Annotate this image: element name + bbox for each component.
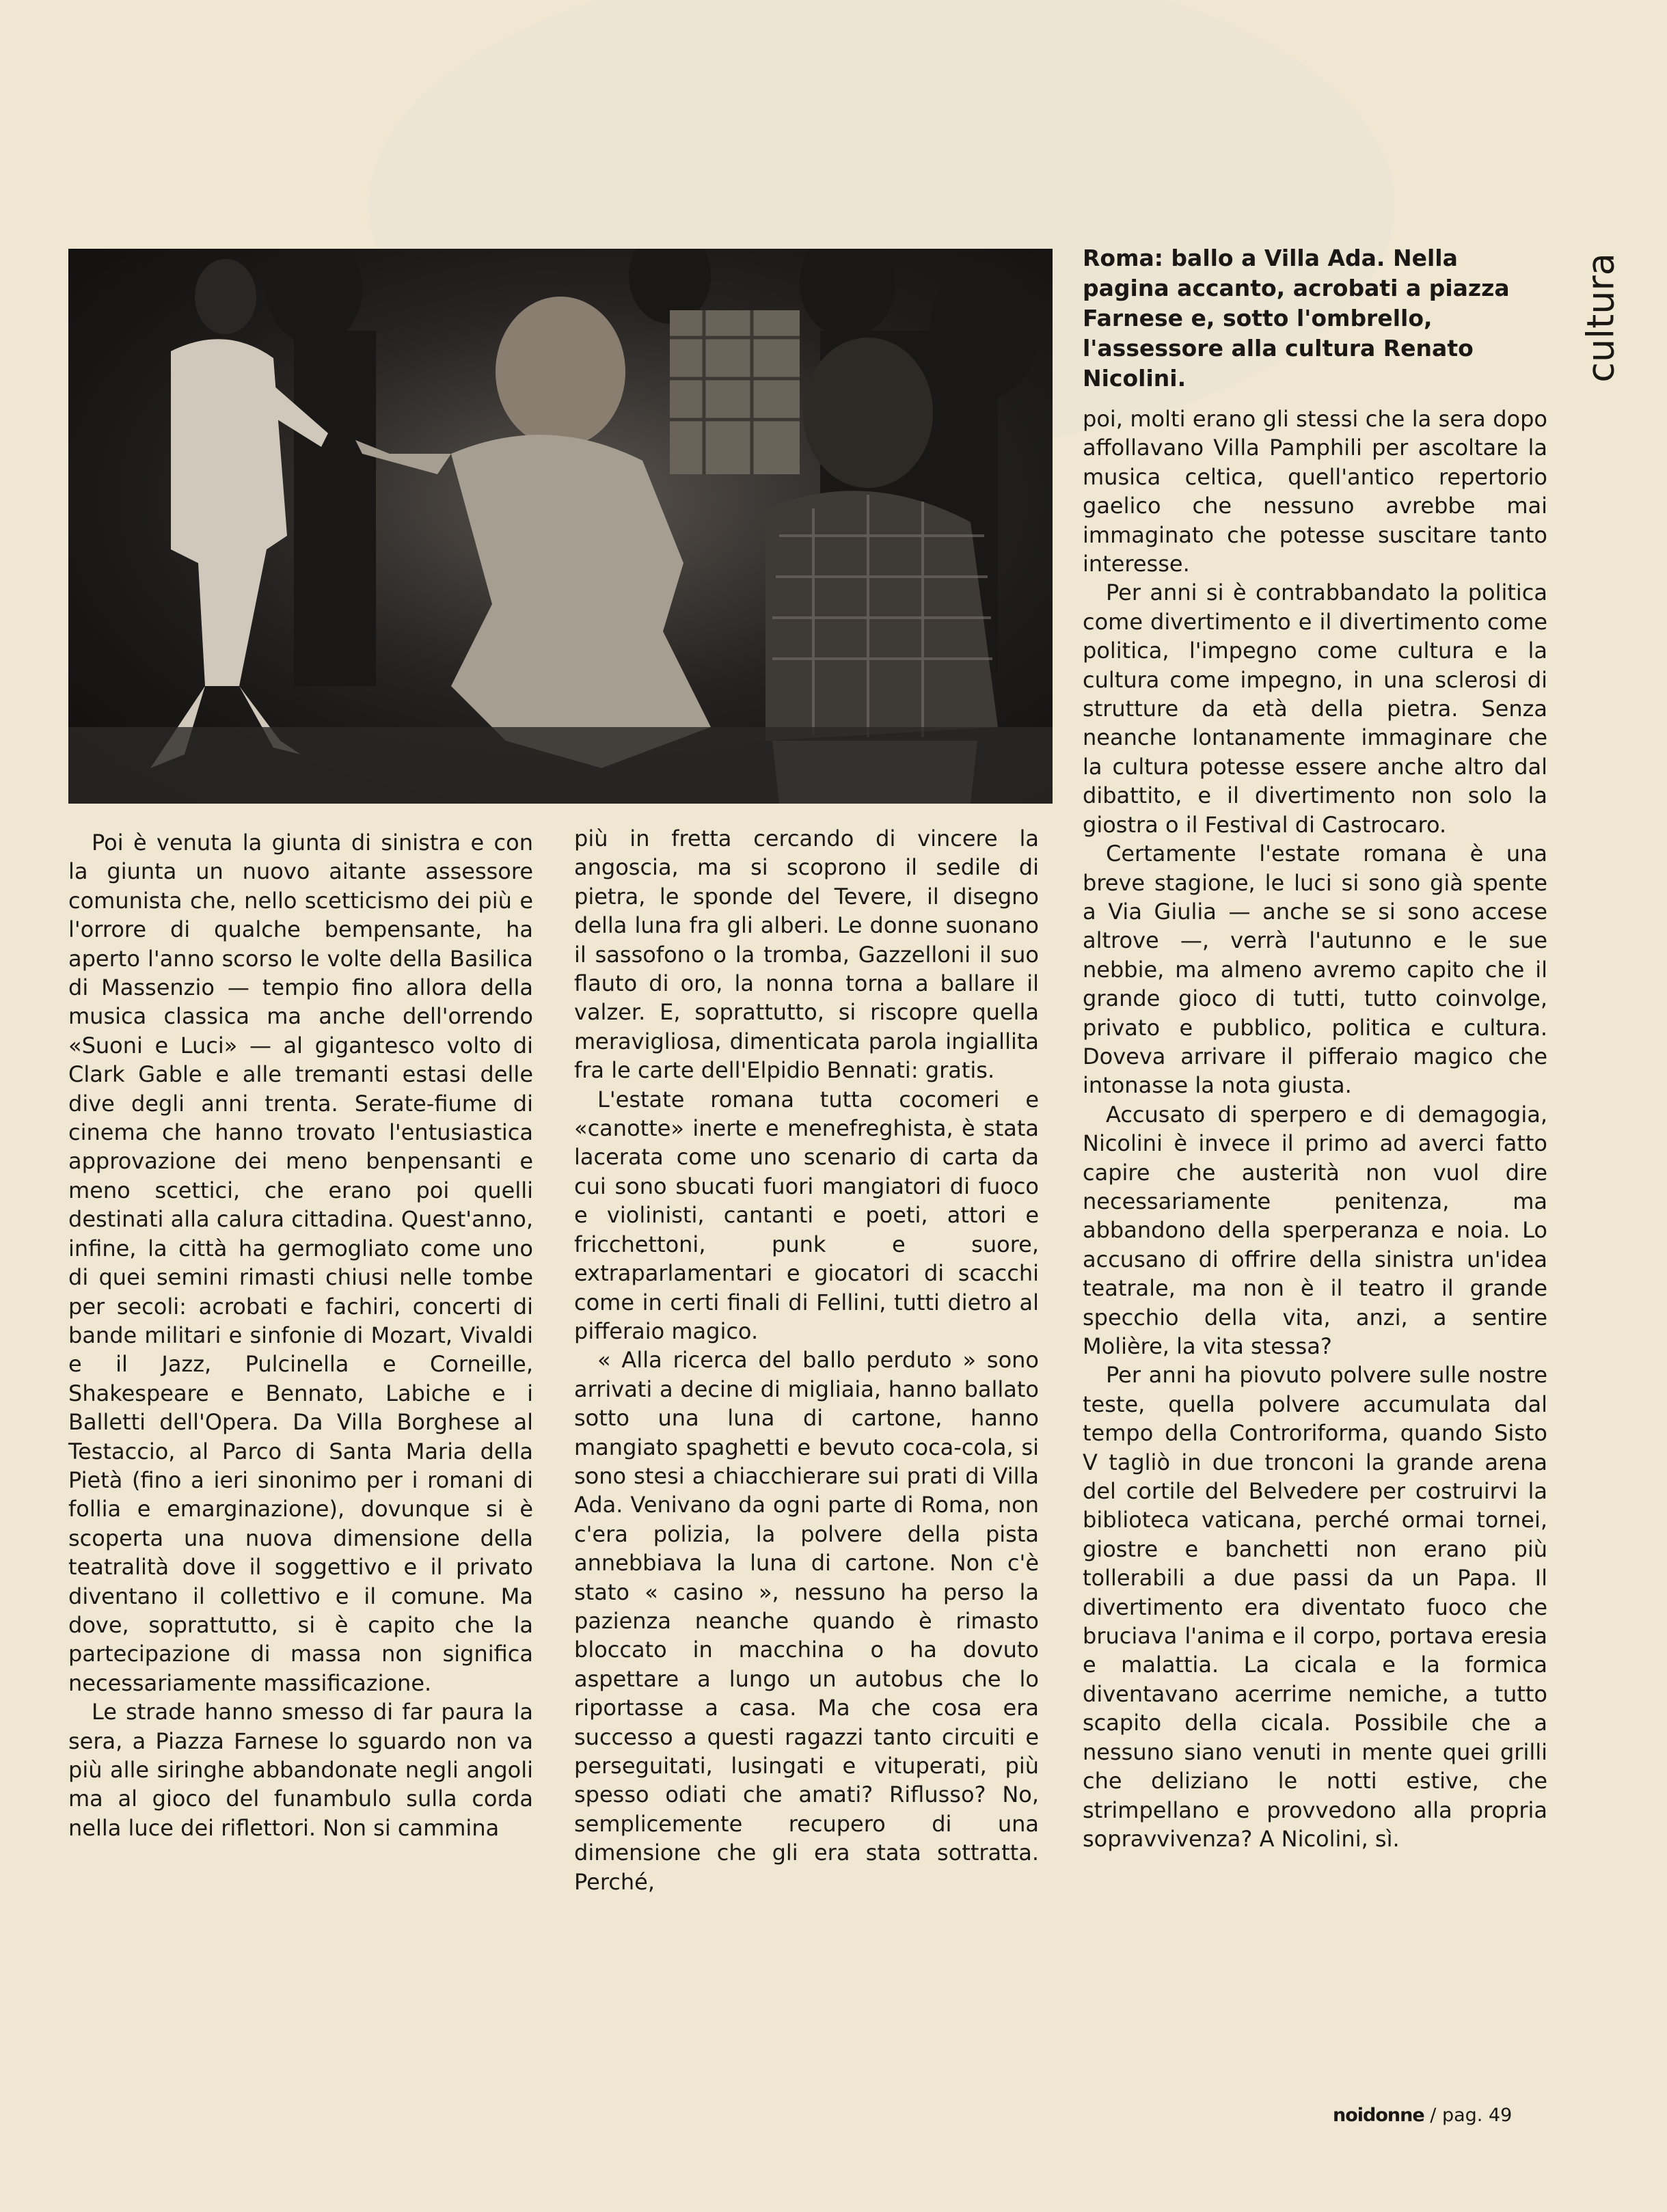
column-3-paragraph: Per anni si è contrabbandato la politica come divertimento e il divertimento come politica, l'impegno come cultura e la cultura come impegno, in una sclerosi di strutture da età della pietra. Senza neanche lontanamente immaginare che la cultura potesse essere anche altro dal dibattito, e il divertimento non solo la giostra o il Festival di Castrocaro. bbox=[1083, 579, 1547, 838]
footer-separator: / bbox=[1424, 2105, 1442, 2126]
column-3-paragraph: Accusato di sperpero e di demagogia, Nicolini è invece il primo ad averci fatto capire che austerità non vuol dire necessariamente penitenza, ma abbandono della sperperanza e noia. Lo accusano di offrire della sinistra un'idea teatrale, ma non è il teatro il grande specchio della vita, anzi, a sentire Molière, la vita stessa? bbox=[1083, 1101, 1547, 1359]
magazine-brand: noidonne bbox=[1333, 2105, 1424, 2126]
article-column-2 bbox=[574, 824, 1039, 1896]
photo-caption: Roma: ballo a Villa Ada. Nella pagina accanto, acrobati a piazza Farnese e, sotto l'ombrello, l'assessore alla cultura Renato Nicolini. bbox=[1083, 245, 1510, 392]
column-2-paragraph: « Alla ricerca del ballo perduto » sono arrivati a decine di migliaia, hanno ballato sotto una luna di cartone, hanno mangiato spaghetti e bevuto coca-cola, si sono stesi a chiacchierare sui prati di Villa Ada. Venivano da ogni parte di Roma, non c'era polizia, la polvere della pista annebbiava la luna di cartone. Non c'è stato « casino », nessuno ha perso la pazienza neanche quando è rimasto bloccato in macchina o ha dovuto aspettare a lungo un autobus che lo riportasse a casa. Ma che cosa era successo a questi ragazzi tanto circuiti e perseguitati, lusingati e vituperati, più spesso odiati che amati? Riflusso? No, semplicemente recupero di una dimensione che gli era stata sottratta. Perché, bbox=[574, 1347, 1039, 1895]
column-3-paragraph: Per anni ha piovuto polvere sulle nostre teste, quella polvere accumulata dal tempo della Controriforma, quando Sisto V tagliò in due tronconi la grande arena del cortile del Belvedere per costruirvi la biblioteca vaticana, perché ormai tornei, giostre e banchetti non erano più tollerabili a due passi da un Papa. Il divertimento era diventato fuoco che bruciava l'anima e il corpo, portava eresia e malattia. La cicala e la formica diventavano acerrime nemiche, a tutto scapito della cicala. Possibile che a nessuno siano venuti in mente quei grilli che deliziano le notti estive, che strimpellano e provvedono alla propria sopravvivenza? A Nicolini, sì. bbox=[1083, 1362, 1547, 1852]
column-3-paragraph: Certamente l'estate romana è una breve stagione, le luci si sono già spente a Via Giulia — anche se si sono accese altrove —, verrà l'autunno e le sue nebbie, ma almeno avremo capito che il grande gioco di tutti, tutto coinvolge, privato e pubblico, politica e cultura. Doveva arrivare il pifferaio magico che intonasse la nota giusta. bbox=[1083, 841, 1547, 1099]
column-1-paragraph: Le strade hanno smesso di far paura la sera, a Piazza Farnese lo sguardo non va più alle siringhe abbandonate negli angoli ma al gioco del funambulo sulla corda nella luce dei riflettori. Non si cammina bbox=[68, 1699, 533, 1841]
article-column-1 bbox=[68, 828, 533, 1842]
column-3-paragraph: poi, molti erano gli stessi che la sera dopo affollavano Villa Pamphili per ascoltare la musica celtica, quell'antico repertorio gaelico che nessuno avrebbe mai immaginato che potesse suscitare tanto interesse. bbox=[1083, 406, 1547, 577]
article-column-3 bbox=[1083, 405, 1547, 1853]
column-2-paragraph: L'estate romana tutta cocomeri e «canotte» inerte e menefreghista, è stata lacerata come uno scenario di carta da cui sono sbucati fuori mangiatori di fuoco e violinisti, cantanti e poeti, attori e fricchettoni, punk e suore, extraparlamentari e giocatori di scacchi come in certi finali di Fellini, tutti dietro al pifferaio magico. bbox=[574, 1086, 1039, 1344]
section-label bbox=[1576, 232, 1625, 403]
photo-scene bbox=[68, 249, 1053, 804]
column-1-paragraph: Poi è venuta la giunta di sinistra e con la giunta un nuovo aitante assessore comunista che, nello scetticismo dei più e l'orrore di qualche bempensante, ha aperto l'anno scorso le volte della Basilica di Massenzio — tempio fino allora della musica classica ma anche dell'orrendo «Suoni e Luci» — al gigantesco volto di Clark Gable e alle tremanti estasi delle dive degli anni trenta. Serate-fiume di cinema che hanno trovato l'entusiastica approvazione dei meno benpensanti e meno scettici, che erano poi quelli destinati alla calura cittadina. Quest'anno, infine, la città ha germogliato come uno di quei semini rimasti chiusi nelle tombe per secoli: acrobati e fachiri, concerti di bande militari e sinfonie di Mozart, Vivaldi e il Jazz, Pulcinella e Corneille, Shakespeare e Bennato, Labiche e i Balletti dell'Opera. Da Villa Borghese al Testaccio, al Parco di Santa Maria della Pietà (fino a ieri sinonimo per i romani di follia e emarginazione), dovunque si è scoperta una nuova dimensione della teatralità dove il soggettivo e il privato diventano il collettivo e il comune. Ma dove, soprattutto, si è capito che la partecipazione di massa non significa necessariamente massificazione. bbox=[68, 830, 533, 1696]
page-number: pag. 49 bbox=[1441, 2105, 1513, 2126]
section-label-text: cultura bbox=[1579, 253, 1623, 383]
dance-photo bbox=[68, 249, 1053, 804]
page-footer bbox=[1333, 2105, 1512, 2126]
column-2-paragraph: più in fretta cercando di vincere la angoscia, ma si scoprono il sedile di pietra, le sponde del Tevere, il disegno della luna fra gli alberi. Le donne suonano il sassofono o la tromba, Gazzelloni il suo flauto di oro, la nonna torna a ballare il valzer. E, soprattutto, si riscopre quella meravigliosa, dimenticata parola ingiallita fra le carte dell'Elpidio Bennati: gratis. bbox=[574, 825, 1039, 1084]
